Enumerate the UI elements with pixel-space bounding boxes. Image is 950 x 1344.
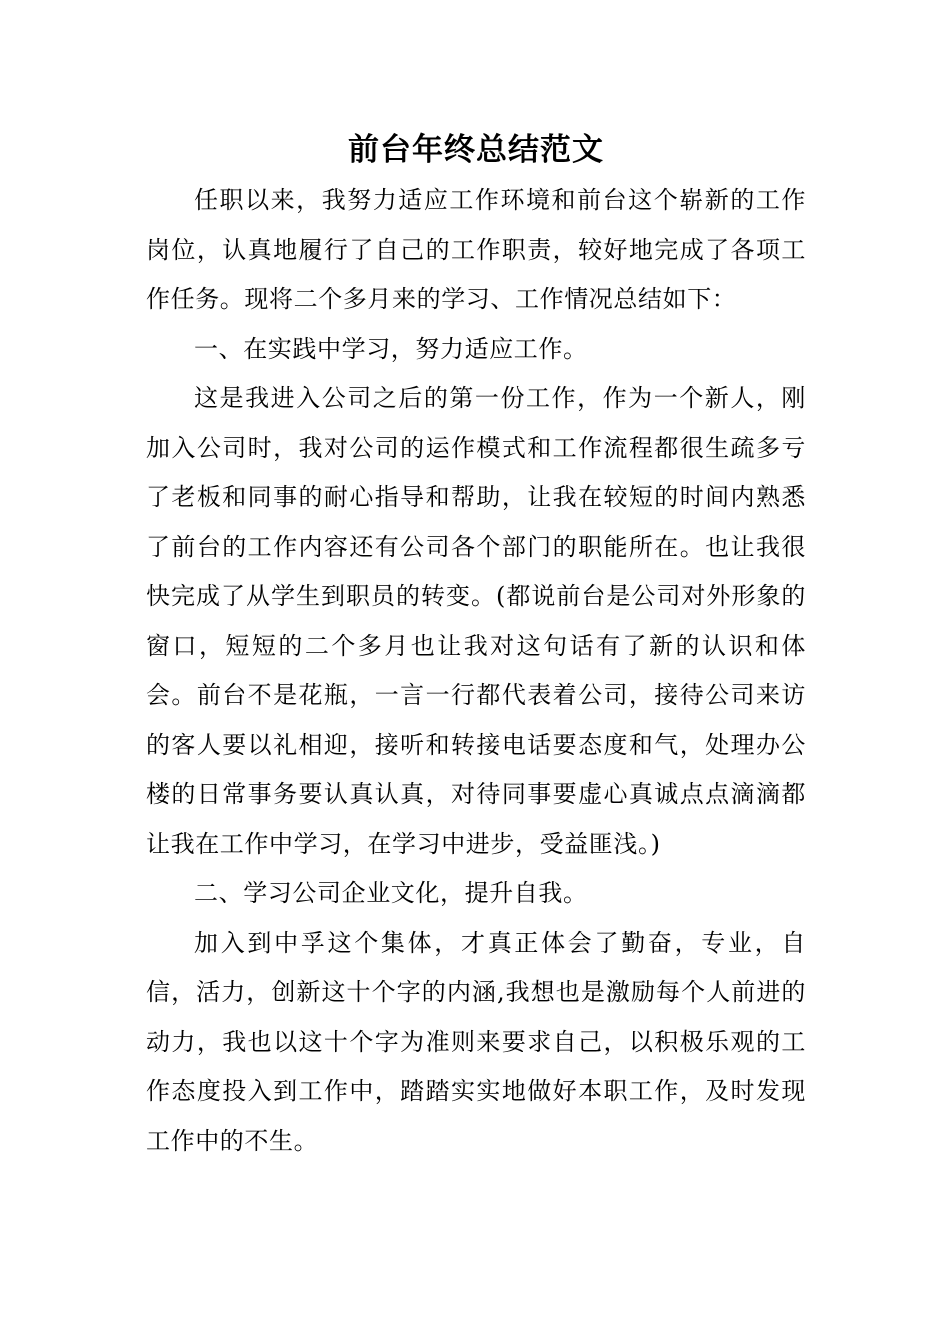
- paragraph-section-2: 加入到中孚这个集体，才真正体会了勤奋，专业，自信，活力，创新这十个字的内涵,我想也是激励每个人前进的动力，我也以这十个字为准则来要求自己，以积极乐观的工作态度投入到工作中，踏踏实实地做好本职工作，及时发现工作中的不生。: [146, 928, 806, 1155]
- section-heading-1: 一、在实践中学习，努力适应工作。: [194, 334, 588, 363]
- paragraph-section-1: 这是我进入公司之后的第一份工作，作为一个新人，刚加入公司时，我对公司的运作模式和工作流程都很生疏多亏了老板和同事的耐心指导和帮助，让我在较短的时间内熟悉了前台的工作内容还有公司各个部门的职能所在。也让我很快完成了从学生到职员的转变。(都说前台是公司对外形象的窗口，短短的二个多月也让我对这句话有了新的认识和体会。前台不是花瓶，一言一行都代表着公司，接待公司来访的客人要以礼相迎，接听和转接电话要态度和气，处理办公楼的日常事务要认真认真，对待同事要虚心真诚点点滴滴都让我在工作中学习，在学习中进步，受益匪浅。): [146, 384, 806, 858]
- section-heading-2: 二、学习公司企业文化，提升自我。: [194, 879, 588, 907]
- document-page: [146, 124, 806, 1166]
- document-title: 前台年终总结范文: [348, 132, 604, 168]
- paragraph-intro: 任职以来，我努力适应工作环境和前台这个崭新的工作岗位，认真地履行了自己的工作职责，较好地完成了各项工作任务。现将二个多月来的学习、工作情况总结如下：: [146, 186, 806, 313]
